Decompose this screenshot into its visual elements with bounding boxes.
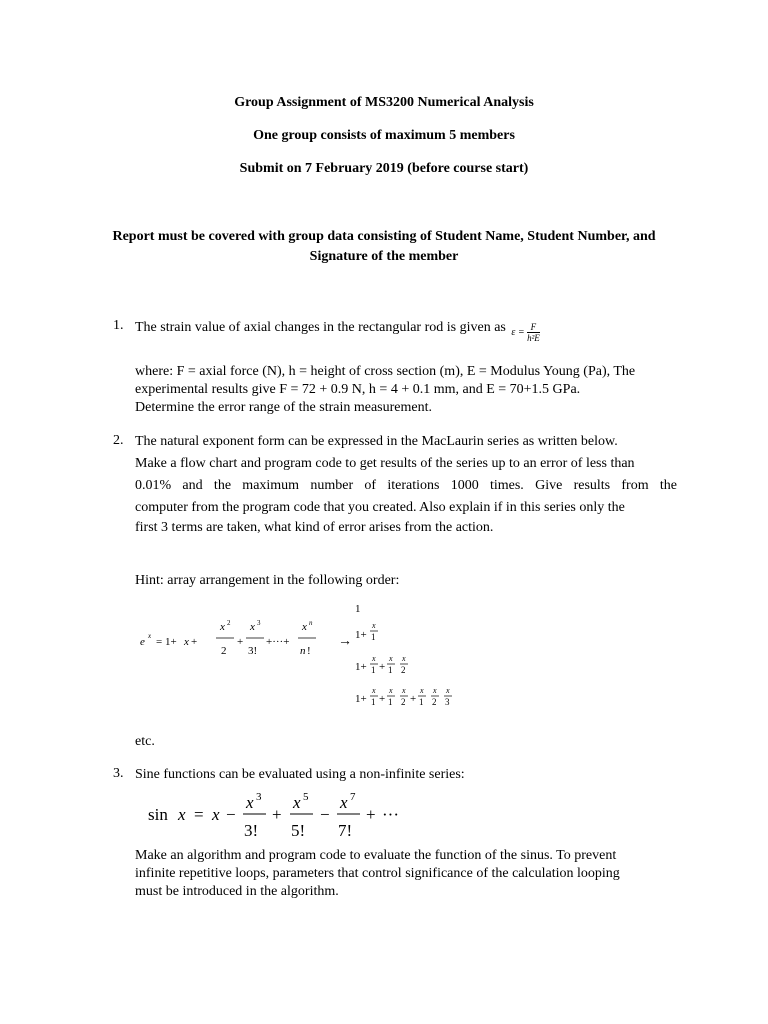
exp-series-formula xyxy=(140,600,500,710)
q1-formula xyxy=(511,322,540,343)
svg-text:x: x xyxy=(250,621,255,633)
svg-text:3!: 3! xyxy=(244,821,259,840)
svg-text:x: x xyxy=(402,654,406,663)
svg-text:1: 1 xyxy=(419,697,424,707)
svg-text:n: n xyxy=(309,619,313,627)
q1-formula-lhs: ε = xyxy=(511,326,525,338)
q3-line-3: must be introduced in the algorithm. xyxy=(135,884,339,899)
deadline-note: Submit on 7 February 2019 (before course start) xyxy=(239,161,529,176)
svg-text:1: 1 xyxy=(371,665,376,675)
q2-number: 2. xyxy=(113,433,124,448)
svg-text:2: 2 xyxy=(221,645,227,657)
svg-text:1+: 1+ xyxy=(355,693,367,705)
svg-text:+: + xyxy=(272,805,282,824)
svg-text:5: 5 xyxy=(303,791,309,803)
svg-text:2: 2 xyxy=(401,665,406,675)
svg-text:x: x xyxy=(184,636,189,648)
svg-text:x: x xyxy=(212,805,220,824)
svg-text:1: 1 xyxy=(355,603,361,615)
svg-text:x: x xyxy=(293,793,301,812)
q1-where-line2: experimental results give F = 72 + 0.9 N, h = 4 + 0.1 mm, and E = 70+1.5 GPa. xyxy=(135,382,581,397)
svg-text:···: ··· xyxy=(382,805,399,824)
svg-text:x: x xyxy=(372,686,376,695)
svg-text:sin: sin xyxy=(148,805,168,824)
svg-text:+: + xyxy=(410,693,417,705)
q2-line-2: Make a flow chart and program code to get results of the series up to an error of less than xyxy=(135,456,635,471)
svg-text:2: 2 xyxy=(432,697,437,707)
q2-hint: Hint: array arrangement in the following order: xyxy=(135,573,400,588)
svg-text:x: x xyxy=(389,654,393,663)
q1-formula-num: F xyxy=(527,322,540,333)
svg-text:2: 2 xyxy=(401,697,406,707)
svg-text:x: x xyxy=(246,793,254,812)
svg-text:x: x xyxy=(420,686,424,695)
svg-text:1: 1 xyxy=(371,632,376,642)
q3-text: Sine functions can be evaluated using a non-infinite series: xyxy=(135,767,465,782)
q3-line-2: infinite repetitive loops, parameters that control significance of the calculation looping xyxy=(135,866,620,881)
svg-text:x: x xyxy=(446,686,450,695)
svg-text:3!: 3! xyxy=(248,645,258,657)
document-title: Group Assignment of MS3200 Numerical Analysis xyxy=(234,95,534,110)
svg-text:x: x xyxy=(433,686,437,695)
sine-series-formula xyxy=(148,788,428,848)
svg-text:3: 3 xyxy=(257,619,261,627)
q1-text xyxy=(135,318,615,343)
svg-text:3: 3 xyxy=(256,791,262,803)
q1-number: 1. xyxy=(113,318,124,333)
svg-text:1+: 1+ xyxy=(355,629,367,641)
svg-text:+: + xyxy=(379,661,386,673)
svg-text:1: 1 xyxy=(388,665,393,675)
svg-text:e: e xyxy=(140,636,145,648)
svg-text:2: 2 xyxy=(227,619,231,627)
svg-text:= 1+: = 1+ xyxy=(156,636,177,648)
svg-text:5!: 5! xyxy=(291,821,306,840)
q3-number: 3. xyxy=(113,766,124,781)
svg-text:7: 7 xyxy=(350,791,356,803)
group-size-note: One group consists of maximum 5 members xyxy=(253,128,515,143)
q3-line-1: Make an algorithm and program code to evaluate the function of the sinus. To prevent xyxy=(135,848,617,863)
svg-text:1: 1 xyxy=(371,697,376,707)
svg-text:7!: 7! xyxy=(338,821,353,840)
q1-where-line3: Determine the error range of the strain measurement. xyxy=(135,400,432,415)
q1-formula-den: h²E xyxy=(527,333,540,343)
svg-text:x: x xyxy=(302,621,307,633)
q1-formula-fraction xyxy=(527,322,540,343)
svg-text:n: n xyxy=(300,645,306,657)
svg-text:−: − xyxy=(320,805,330,824)
svg-text:3: 3 xyxy=(445,697,450,707)
q2-line-3: 0.01% and the maximum number of iterations 1000 times. Give results from the xyxy=(135,478,677,493)
svg-text:x: x xyxy=(402,686,406,695)
svg-text:x: x xyxy=(340,793,348,812)
svg-text:−: − xyxy=(226,805,236,824)
svg-text:=: = xyxy=(194,805,204,824)
svg-text:+: + xyxy=(237,636,244,648)
svg-text:→: → xyxy=(338,634,352,649)
report-note-line1: Report must be covered with group data consisting of Student Name, Student Number, and xyxy=(112,229,656,244)
svg-text:x: x xyxy=(372,621,376,630)
svg-text:+: + xyxy=(379,693,386,705)
svg-text:x: x xyxy=(389,686,393,695)
svg-text:x: x xyxy=(372,654,376,663)
svg-text:x: x xyxy=(148,632,152,640)
svg-text:x: x xyxy=(178,805,186,824)
svg-text:x: x xyxy=(220,621,225,633)
q1-statement: The strain value of axial changes in the rectangular rod is given as xyxy=(135,319,506,335)
q1-where-line1: where: F = axial force (N), h = height of cross section (m), E = Modulus Young (Pa), The xyxy=(135,364,636,379)
svg-text:+: + xyxy=(191,636,198,648)
svg-text:1: 1 xyxy=(388,697,393,707)
report-note-line2: Signature of the member xyxy=(309,249,459,264)
q2-etc: etc. xyxy=(135,734,155,749)
svg-text:+···+: +···+ xyxy=(266,636,290,648)
svg-text:!: ! xyxy=(307,645,311,657)
q2-line-1: The natural exponent form can be expressed in the MacLaurin series as written below. xyxy=(135,434,618,449)
q2-line-4: computer from the program code that you created. Also explain if in this series only the xyxy=(135,500,625,515)
svg-text:+: + xyxy=(366,805,376,824)
q2-line-5: first 3 terms are taken, what kind of error arises from the action. xyxy=(135,520,494,535)
svg-text:1+: 1+ xyxy=(355,661,367,673)
